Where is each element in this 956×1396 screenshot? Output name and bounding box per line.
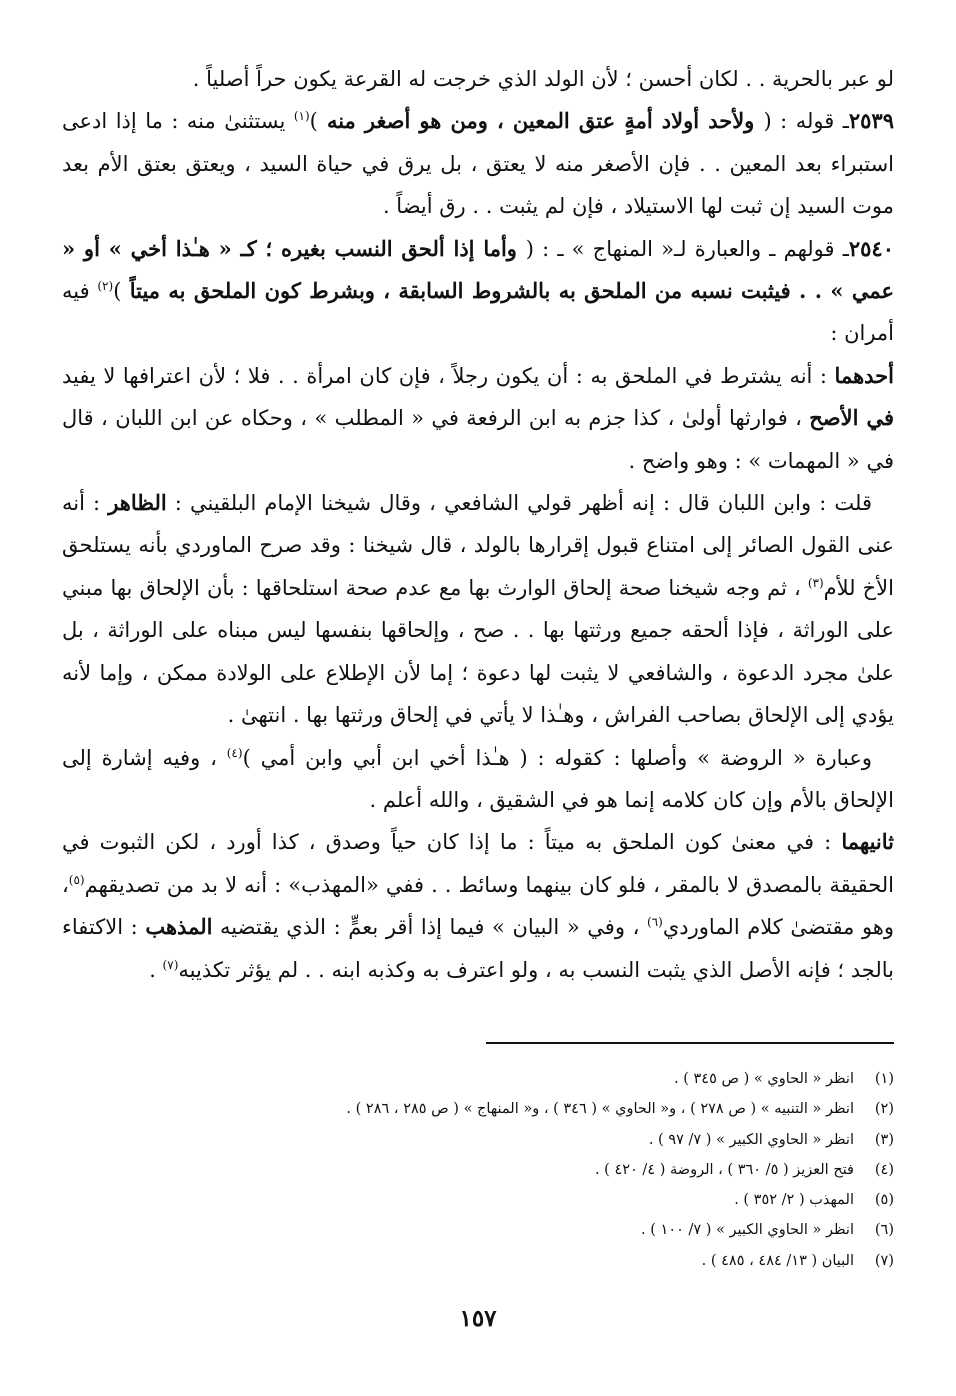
main-text [62, 58, 894, 991]
footnote [62, 1155, 894, 1185]
footnote [62, 1125, 894, 1155]
paragraph-2539: ٢٥٣٩ـ قوله : ( ولأحد أولاد أمةٍ عتق المعين ، ومن هو أصغر منه )$^{(١)}$ يستثنىٰ منه : ما إذا ادعى استبراء بعد المعين . . فإن الأصغر منه لا يعتق ، بل يرق في حياة السيد ، ويعتق بعتق الأم بعد موت السيد إن ثبت لها الاستيلاد ، فإن لم يثبت . . رق أيضاً . [62, 108, 894, 219]
footnote [62, 1064, 894, 1094]
bold-term: الظاهر [108, 490, 167, 516]
footnote [62, 1094, 894, 1124]
footnote-text: انظر « التنبيه » ( ص ٢٧٨ ) ، و« الحاوي » ( ٣٤٦ ) ، و« المنهاج » ( ص ٢٨٥ ، ٢٨٦ ) . [346, 1101, 854, 1118]
footnote [62, 1215, 894, 1245]
footnote-number: (٧) [874, 1252, 894, 1269]
bold-term: المذهب [145, 914, 213, 940]
footnote-text: انظر « الحاوي الكبير » ( ٧/ ٩٧ ) . [648, 1131, 854, 1148]
footnote-number: (١) [874, 1071, 894, 1087]
quoted-text: ولأحد أولاد أمةٍ عتق المعين ، ومن هو أصغر منه [317, 108, 764, 134]
footnote-number: (٦) [874, 1222, 894, 1239]
section-number: ٢٥٤٠ [848, 235, 894, 261]
paragraph-2540: ٢٥٤٠ـ قولهم ـ والعبارة لـ« المنهاج » ـ : ( وأما إذا ألحق النسب بغيره ؛ كـ « هـٰذا أخي » أو « عمي » . . فيثبت نسبه من الملحق به بالشروط السابقة ، وبشرط كون الملحق به ميتاً )$^{(٢)}$ فيه أمران : [62, 235, 895, 346]
footnote-ref: (٤) [226, 745, 243, 760]
footnote-number: (٥) [874, 1192, 894, 1209]
paragraph-label: ثانيهما [841, 829, 894, 855]
footnote-number: (٢) [874, 1101, 894, 1118]
bold-term: في الأصح [809, 405, 894, 431]
footnote-divider [486, 1042, 894, 1044]
footnote-number: (٤) [874, 1161, 894, 1178]
footnote-text: المهذب ( ٢/ ٣٥٢ ) . [734, 1192, 854, 1209]
footnote-text: انظر « الحاوي » ( ص ٣٤٥ ) . [674, 1071, 854, 1087]
footnote-ref: (٧) [162, 957, 179, 972]
paragraph-1: لو عبر بالحرية . . لكان أحسن ؛ لأن الولد الذي خرجت له القرعة يكون حراً أصلياً . [192, 67, 894, 91]
footnotes [62, 1064, 894, 1276]
page-number: ١٥٧ [459, 1305, 497, 1332]
footnote-ref: (٢) [97, 279, 114, 294]
paragraph-commentary: قلت : وابن اللبان قال : إنه أظهر قولي الشافعي ، وقال شيخنا الإمام البلقيني : الظاهر : أنه عنى القول الصائر إلى امتناع قبول إقرارها بالولد ، قال شيخنا : وقد صرح الماوردي بأنه يستلحق الأخ للأم$^{(٣)}$ ، ثم وجه شيخنا صحة إلحاق الوارث بها مع عدم صحة استلحاقها : بأن الإلحاق بها مبني على الوراثة ، فإذا ألحقه جميع ورثتها بها . . صح ، وإلحاقها بنفسها ليس مبناه على الوراثة ، بل علىٰ مجرد الدعوة ، والشافعي لا يثبت لها دعوة ؛ إما لأن الإطلاع على الولادة ممكن ، وإما لأنه يؤدي إلى الإلحاق بصاحب الفراش ، وهـٰذا لا يأتي في إلحاق ورثتها بها . انتهىٰ . [62, 490, 894, 728]
footnote-ref: (٣) [807, 575, 824, 590]
footnote-number: (٣) [874, 1131, 894, 1148]
quoted-text: وأما إذا ألحق النسب بغيره ؛ كـ « هـٰذا أخي » أو « عمي » . . فيثبت نسبه من الملحق به بالشروط السابقة ، وبشرط كون الملحق به ميتاً [62, 235, 895, 304]
footnote-ref: (١) [293, 109, 310, 124]
paragraph-second-matter: ثانيهما : في معنىٰ كون الملحق به ميتاً : ما إذا كان حياً وصدق ، كذا أورد ، لكن الثبوت في الحقيقة بالمصدق لا بالمقر ، فلو كان بينهما وسائط . . ففي «المهذب» : أنه لا بد من تصديقهم$^{(٥)}$، وهو مقتضىٰ كلام الماوردي$^{(٦)}$ ، وفي « البيان » فيما إذا أقر بعمٍّ : الذي يقتضيه المذهب : الاكتفاء بالجد ؛ فإنه الأصل الذي يثبت النسب به ، ولو اعترف به وكذبه ابنه . . لم يؤثر تكذيبه$^{(٧)}$ . [62, 829, 895, 982]
footnote-ref: (٦) [646, 915, 663, 930]
paragraph-rawda: وعبارة « الروضة » وأصلها : كقوله : ( هـٰذا أخي ابن أبي وابن أمي )$^{(٤)}$ ، وفيه إشارة إلى الإلحاق بالأم وإن كان كلامه إنما هو في الشقيق ، والله أعلم . [62, 745, 894, 812]
footnote-ref: (٥) [68, 872, 85, 887]
paragraph-first-matter: أحدهما : أنه يشترط في الملحق به : أن يكون رجلاً ، فإن كان امرأة . . فلا ؛ لأن اعترافها لا يفيد في الأصح ، فوارثها أولىٰ ، كذا جزم به ابن الرفعة في « المطلب » ، وحكاه عن ابن اللبان ، قال في « المهمات » : وهو واضح . [62, 362, 894, 473]
footnote-text: فتح العزيز ( ٥/ ٣٦٠ ) ، الروضة ( ٤/ ٤٢٠ ) . [594, 1161, 854, 1178]
paragraph-label: أحدهما [834, 362, 894, 388]
footnote-text: البيان ( ١٣/ ٤٨٤ ، ٤٨٥ ) . [701, 1252, 854, 1269]
section-number: ٢٥٣٩ [848, 108, 894, 134]
footnote-text: انظر « الحاوي الكبير » ( ٧/ ١٠٠ ) . [641, 1222, 854, 1239]
footnote [62, 1185, 894, 1215]
footnote [62, 1246, 894, 1276]
